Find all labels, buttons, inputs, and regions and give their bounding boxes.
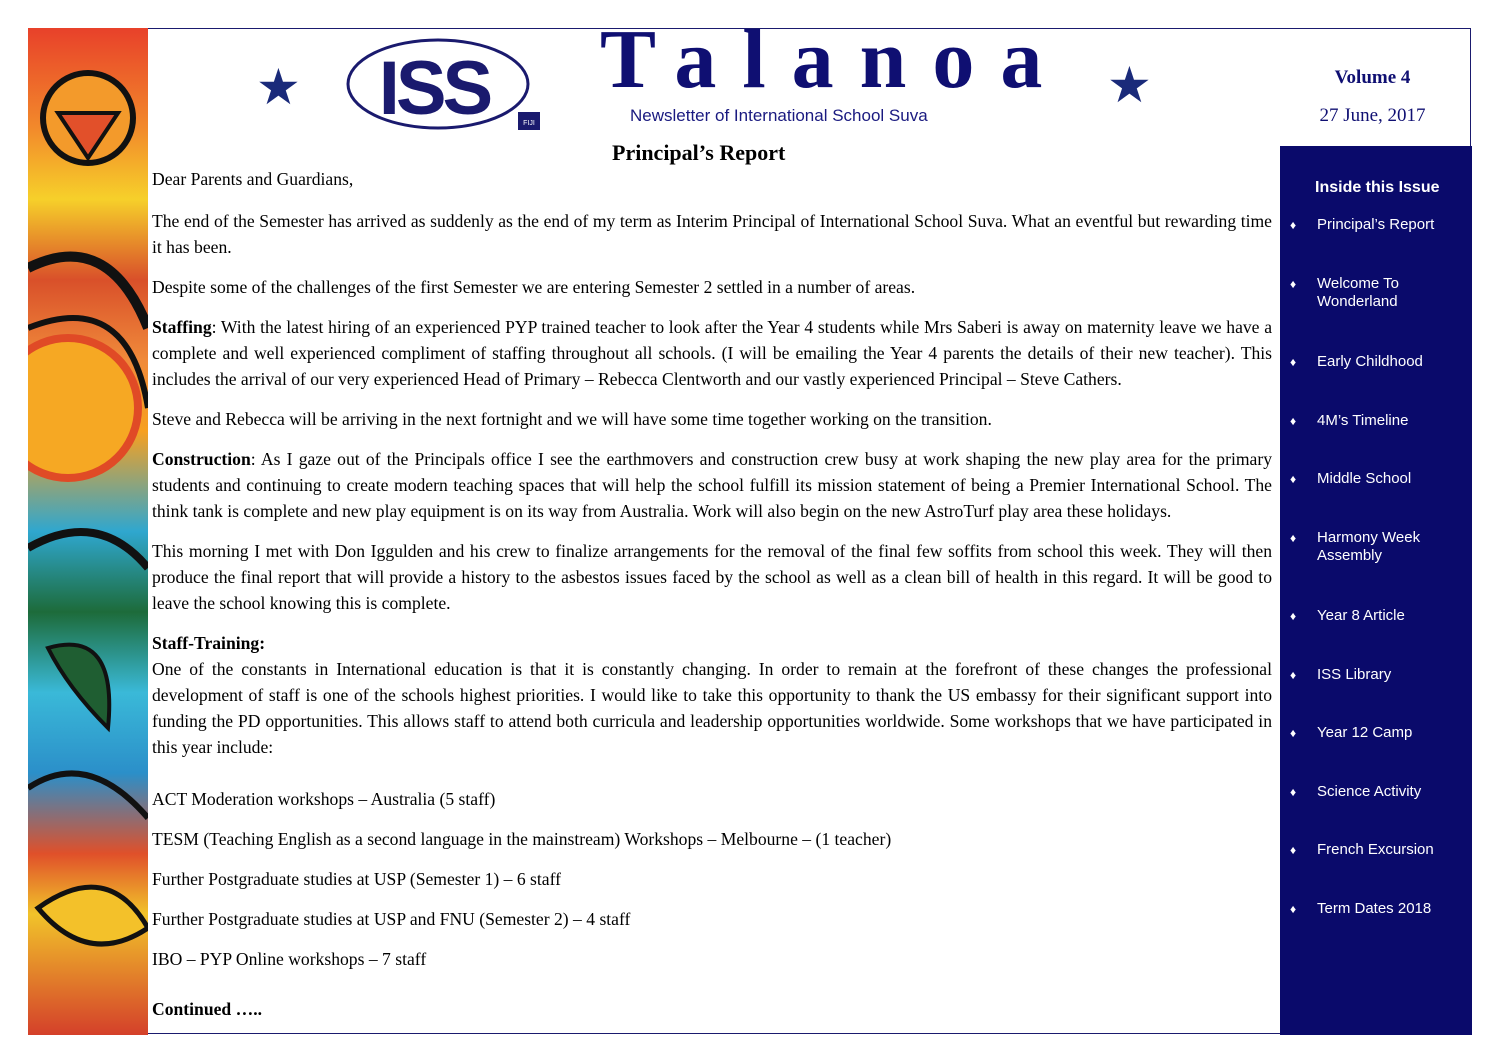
list-item: Further Postgraduate studies at USP and FNU (Semester 2) – 4 staff <box>152 909 631 929</box>
sidebar-item[interactable]: ♦ Year 12 Camp <box>1290 724 1413 741</box>
sidebar-item[interactable]: ♦ Term Dates 2018 <box>1290 900 1432 917</box>
svg-text:FIJI: FIJI <box>523 120 535 127</box>
iss-logo <box>346 38 542 130</box>
bullet-icon: ♦ <box>1290 902 1297 916</box>
section-heading: Principal’s Report <box>612 140 786 165</box>
paragraph: Steve and Rebecca will be arriving in the next fortnight and we will have some time together working on the transition. <box>152 409 992 429</box>
bullet-icon: ♦ <box>1290 726 1297 740</box>
bullet-icon: ♦ <box>1290 277 1297 291</box>
staffing-paragraph: Staffing: With the latest hiring of an experienced PYP trained teacher to look after the Year 4 students while Mrs Saberi is away on maternity leave we have a complete and well experienced compliment of staffing throughout all schools. (I will be emailing the Year 4 parents the details of their new teacher). This includes the arrival of our very experienced Head of Primary – Rebecca Clentworth and our vastly experienced Principal – Steve Cathers. <box>152 317 1272 389</box>
sidebar-item[interactable]: ♦ Middle School <box>1290 470 1412 487</box>
sidebar-item[interactable]: ♦ Science Activity <box>1290 783 1422 800</box>
list-item: Further Postgraduate studies at USP (Semester 1) – 6 staff <box>152 869 561 889</box>
star-icon: ★ <box>256 59 301 115</box>
paragraph: The end of the Semester has arrived as suddenly as the end of my term as Interim Principal of International School Suva. What an eventful but rewarding time it has been. <box>152 211 1272 257</box>
bullet-icon: ♦ <box>1290 785 1297 799</box>
article-body <box>152 166 1272 1022</box>
list-item: ACT Moderation workshops – Australia (5 staff) <box>152 789 496 809</box>
bullet-icon: ♦ <box>1290 843 1297 857</box>
paragraph: This morning I met with Don Iggulden and his crew to finalize arrangements for the removal of the final few soffits from school this week. They will then produce the final report that will provide a history to the asbestos issues faced by the school as well as a clean bill of health in this regard. It will be good to leave the school knowing this is complete. <box>152 541 1272 613</box>
bullet-icon: ♦ <box>1290 531 1297 545</box>
bullet-icon: ♦ <box>1290 218 1297 232</box>
bullet-icon: ♦ <box>1290 414 1297 428</box>
newsletter-subtitle: Newsletter of International School Suva <box>630 106 928 125</box>
sidebar-item[interactable]: ♦ Welcome To Wonderland <box>1290 275 1399 310</box>
bullet-icon: ♦ <box>1290 668 1297 682</box>
staffing-label: Staffing <box>152 317 212 337</box>
sidebar-item[interactable]: ♦ Harmony Week Assembly <box>1290 529 1421 564</box>
paragraph: One of the constants in International education is that it is constantly changing. In order to remain at the forefront of these changes the professional development of staff is one of the schools highest priorities. I would like to take this opportunity to thank the US embassy for their significant support into funding the PD opportunities. This allows staff to attend both curricula and leadership opportunities worldwide. Some workshops that we have participated in this year include: <box>152 659 1272 757</box>
paragraph: Despite some of the challenges of the first Semester we are entering Semester 2 settled in a number of areas. <box>152 277 916 297</box>
construction-label: Construction <box>152 449 251 469</box>
sidebar-item[interactable]: ♦ Principal’s Report <box>1290 216 1435 233</box>
volume-label: Volume 4 <box>1334 67 1411 88</box>
bullet-icon: ♦ <box>1290 355 1297 369</box>
sidebar-item[interactable]: ♦ Year 8 Article <box>1290 607 1405 624</box>
sidebar-item[interactable]: ♦ ISS Library <box>1290 666 1392 683</box>
sidebar-item[interactable]: ♦ Early Childhood <box>1290 353 1423 370</box>
sidebar-item[interactable]: ♦ 4M’s Timeline <box>1290 412 1409 429</box>
staff-training-label: Staff-Training: <box>152 633 266 653</box>
star-icon: ★ <box>1107 57 1152 113</box>
bullet-icon: ♦ <box>1290 472 1297 486</box>
continued-label: Continued ….. <box>152 999 262 1019</box>
construction-paragraph: Construction: As I gaze out of the Principals office I see the earthmovers and construction crew busy at work shaping the new play area for the primary students and continuing to create modern teaching spaces that will help the school fulfill its mission statement of being a Premier International School. The think tank is complete and new play equipment is on its way from Australia. Work will also begin on the new AstroTurf play area these holidays. <box>152 449 1272 521</box>
greeting: Dear Parents and Guardians, <box>152 169 354 189</box>
list-item: TESM (Teaching English as a second language in the mainstream) Workshops – Melbourne – (1 teacher) <box>152 829 892 849</box>
svg-text:ISS: ISS <box>378 46 490 130</box>
list-item: IBO – PYP Online workshops – 7 staff <box>152 949 427 969</box>
newsletter-title: Talanoa <box>600 13 1069 106</box>
sidebar-item[interactable]: ♦ French Excursion <box>1290 841 1434 858</box>
bullet-icon: ♦ <box>1290 609 1297 623</box>
inside-this-issue-sidebar <box>1280 146 1472 1035</box>
decorative-artwork-strip <box>28 28 148 1035</box>
issue-date: 27 June, 2017 <box>1319 105 1426 126</box>
sidebar-title: Inside this Issue <box>1315 179 1440 196</box>
workshop-list <box>152 786 1272 972</box>
